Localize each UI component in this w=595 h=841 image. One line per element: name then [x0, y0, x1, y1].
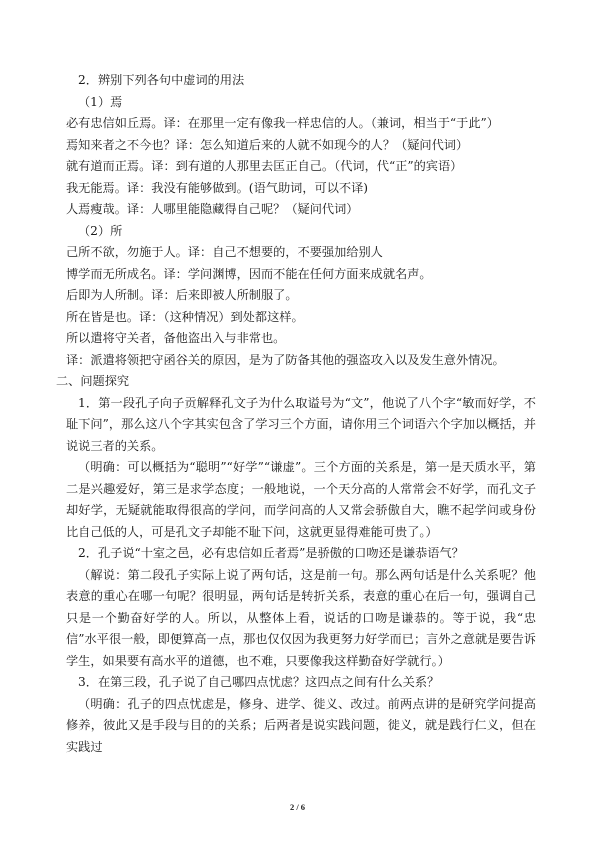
item-heading-yan: （1）焉	[78, 94, 123, 109]
answer-paragraph: （解说：第二段孔子实际上说了两句话，这是前一句。那么两句话是什么关系呢？他表意的重心在哪一句呢？很明显，两句话是转折关系，表意的重心在后一句，强调自己只是一个勤奋好学的人。所以，从整体上看，说话的口吻是谦恭的。等于说，我“忠信”水平很一般，即便算高一点，那也仅仅因为我更努力好学而已；言外之意就是要告诉学生，如果要有高水平的道德，也不难，只要像我这样勤奋好学就行。）	[66, 567, 536, 668]
question-paragraph: 2．孔子说“十室之邑，必有忠信如丘者焉”是骄傲的口吻还是谦恭语气？	[78, 546, 464, 560]
example-line: 就有道而正焉。译：到有道的人那里去匡正自己。（代词，代“正”的宾语）	[66, 159, 463, 173]
section-heading: 二、问题探究	[56, 374, 130, 388]
subsection-heading: 2．辨别下列各句中虚词的用法	[78, 73, 245, 87]
answer-paragraph: （明确：可以概括为“聪明”“好学”“谦虚”。三个方面的关系是，第一是天质水平，第二是兴趣爱好，第三是求学态度；一般地说，一个天分高的人常常会不好学，而孔文子却好学，无疑就能取得很高的学问，而学问高的人又常会骄傲自大，瞧不起学问或身份比自己低的人，可是孔文子却能不耻下问，这就更显得难能可贵了。）	[66, 460, 536, 539]
example-line: 所以遣将守关者，备他盗出入与非常也。	[66, 331, 286, 345]
example-line: 后即为人所制。译：后来即被人所制服了。	[66, 288, 298, 302]
example-line: 我无能焉。译：我没有能够做到。(语气助词，可以不译)	[66, 180, 369, 195]
example-line: 己所不欲，勿施于人。译：自己不想要的，不要强加给别人	[66, 245, 383, 259]
example-line: 译：派遣将领把守函谷关的原因，是为了防备其他的强盗攻入以及发生意外情况。	[66, 352, 505, 367]
example-line: 必有忠信如丘焉。译：在那里一定有像我一样忠信的人。（兼词，相当于“于此”）	[66, 116, 499, 130]
question-paragraph: 1．第一段孔子向子贡解释孔文子为什么取谥号为“文”，他说了八个字“敏而好学，不耻下问”，那么这八个字其实包含了学习三个方面，请你用三个词语六个字加以概括，并说说三者的关系。	[66, 395, 536, 453]
page-content	[56, 70, 536, 758]
page-number: 2 / 6	[289, 802, 306, 812]
example-line: 焉知来者之不今也？译：怎么知道后来的人就不如现今的人？（疑问代词）	[66, 137, 469, 152]
answer-paragraph: （明确：孔子的四点忧虑是，修身、进学、徙义、改过。前两点讲的是研究学问提高修养，彼此又是手段与目的的关系；后两者是说实践问题，徙义，就是践行仁义，但在实践过	[66, 696, 536, 754]
example-line: 人焉瘦哉。译：人哪里能隐藏得自己呢？（疑问代词）	[66, 202, 359, 216]
question-paragraph: 3．在第三段，孔子说了自己哪四点忧虑？这四点之间有什么关系？	[78, 675, 440, 689]
example-line: 博学而无所成名。译：学问渊博，因而不能在任何方面来成就名声。	[66, 266, 432, 281]
item-heading-suo: （2）所	[78, 223, 123, 238]
example-line: 所在皆是也。译：（这种情况）到处都这样。	[66, 309, 304, 324]
